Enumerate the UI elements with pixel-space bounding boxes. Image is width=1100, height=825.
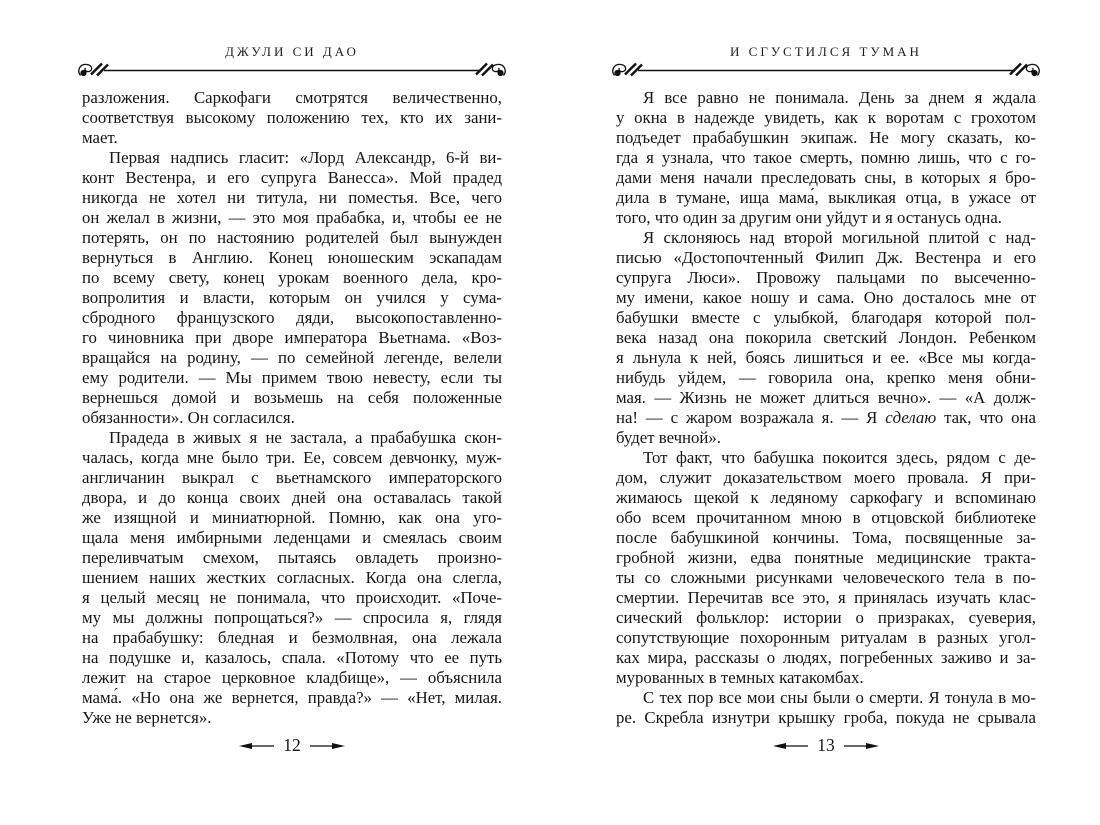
text-line: му имени, какое ношу и сама. Оно досталось мне от: [616, 288, 1036, 307]
text-line: дом, служит доказательством моего провала. Я при-: [616, 468, 1036, 487]
text-line: после бабушкиной кончины. Тома, посвященные за-: [616, 528, 1036, 547]
text-line: жимаюсь щекой к ледяному саркофагу и вспоминаю: [616, 488, 1036, 507]
text-line: Уже не вернется».: [82, 708, 212, 727]
text-line: Я все равно не понимала. День за днем я ждала: [643, 88, 1036, 107]
text-segment: так, что она: [936, 408, 1036, 427]
text-line: сопутствующие похоронным ритуалам в разных угол-: [616, 628, 1036, 647]
left-page: [82, 0, 502, 825]
arrow-left-icon: [238, 741, 274, 751]
emphasized-word: сделаю: [885, 408, 937, 427]
text-line: обязанности». Он согласился.: [82, 408, 295, 427]
text-line: потерять, он по настоянию родителей был вынужден: [82, 228, 502, 247]
text-line: чалась, когда мне было три. Ее, совсем девчонку, муж-: [82, 448, 502, 467]
arrow-right-icon: [844, 741, 880, 751]
text-line: обо всем прочитанном мною в отцовской библиотеке: [616, 508, 1036, 527]
text-line: никогда не хотел ни титула, ни поместья. Все, чего: [82, 188, 502, 207]
text-line: века назад она покорила светский Лондон. Ребенком: [616, 328, 1036, 347]
right-page: [616, 0, 1036, 825]
text-line: будет вечной».: [616, 428, 721, 447]
chapter-rule: [77, 60, 507, 80]
text-line: смертии. Перечитав все это, я принялась изучать клас-: [616, 588, 1036, 607]
text-line: С тех пор все мои сны были о смерти. Я тонула в мо-: [643, 688, 1036, 707]
text-line: по всему свету, конец урокам военного дела, кро-: [82, 268, 502, 287]
text-line: вернешься домой и возьмешь на себя положенные: [82, 388, 502, 407]
flourish-rule-icon: [77, 60, 507, 80]
text-line: конт Вестенра, и его супруга Ванесса». Мой прадед: [82, 168, 502, 187]
text-line: ре. Скребла изнутри крышку гроба, покуда не срывала: [616, 708, 1036, 727]
text-line: я льнула к ней, боясь лишиться и ее. «Все мы когда-: [616, 348, 1036, 367]
flourish-rule-icon: [611, 60, 1041, 80]
text-line: он желал в жизни, — это моя прабабка, и, чтобы ее не: [82, 208, 502, 227]
text-line: у окна в надежде увидеть, как к воротам с грохотом: [616, 108, 1036, 127]
arrow-left-icon: [772, 741, 808, 751]
text-line: супруга Люси». Провожу пальцами по высеченно-: [616, 268, 1036, 287]
text-line: ему родители. — Мы примем твою невесту, если ты: [82, 368, 502, 387]
text-line: разложения. Саркофаги смотрятся величественно,: [82, 88, 502, 107]
text-line: Прадеда в живых я не застала, а прабабушка скон-: [109, 428, 502, 447]
text-line: соответствуя высокому положению тех, кто их зани-: [82, 108, 502, 127]
folio: [82, 737, 502, 755]
running-head-title: И СГУСТИЛСЯ ТУМАН: [730, 44, 922, 59]
text-line: вернуться в Англию. Конец юношеским эскападам: [82, 248, 502, 267]
text-line: гда я узнала, что такое смерть, помню лишь, что с го-: [616, 148, 1036, 167]
text-line: двора, и до конца своих дней она оставалась такой: [82, 488, 502, 507]
page-text: [616, 88, 1036, 728]
folio: [616, 737, 1036, 755]
text-line: сбродного французского дяди, высокопоставленно-: [82, 308, 502, 327]
text-line: я целый месяц не понимала, что происходит. «Поче-: [82, 588, 502, 607]
arrow-right-icon: [310, 741, 346, 751]
text-line: подъедет прабабушкин экипаж. Не могу сказать, ко-: [616, 128, 1036, 147]
text-line: вращайся на родину, — по семейной легенде, велели: [82, 348, 502, 367]
page-number: 13: [817, 735, 835, 755]
text-line: гробной жизни, едва понятные медицинские тракта-: [616, 548, 1036, 567]
text-line: нибудь уйдем, — говорила она, крепко меня обни-: [616, 368, 1036, 387]
text-line: дами меня начали преследовать сны, в которых я бро-: [616, 168, 1036, 187]
text-line: Тот факт, что бабушка покоится здесь, рядом с де-: [643, 448, 1036, 467]
chapter-rule: [611, 60, 1041, 80]
text-line: дила в тумане, ища мама́, выкликая отца, в ужасе от: [616, 188, 1036, 207]
text-line: ках мира, рассказы о людях, погребенных заживо и за-: [616, 648, 1036, 667]
text-line: англичанин выкрал с вьетнамского императорского: [82, 468, 502, 487]
text-line: щала меня имбирными леденцами и смеялась своим: [82, 528, 502, 547]
text-line: того, что один за другим они уйдут и я останусь одна.: [616, 208, 1002, 227]
text-segment: на! — с жаром возражала я. — Я: [616, 408, 886, 427]
text-line: мает.: [82, 128, 118, 147]
text-line: му мы должны попрощаться?» — спросила я, глядя: [82, 608, 502, 627]
text-line: сический фольклор: истории о призраках, суеверия,: [616, 608, 1036, 627]
text-line: мурованных в темных катакомбах.: [616, 668, 864, 687]
text-line: мама́. «Но она же вернется, правда?» — «Нет, милая.: [82, 688, 502, 707]
running-head-author: ДЖУЛИ СИ ДАО: [225, 44, 359, 59]
text-line: на прабабушку: бледная и безмолвная, она лежала: [82, 628, 502, 647]
page-text: [82, 88, 502, 728]
text-line: го чиновника при дворе императора Вьетнама. «Воз-: [82, 328, 502, 347]
page-number: 12: [283, 735, 301, 755]
text-line: [616, 408, 1036, 428]
text-line: шением наших жестких согласных. Когда она слегла,: [82, 568, 502, 587]
text-line: лежит на старое церковное кладбище», — объяснила: [82, 668, 502, 687]
text-line: мая. — Жизнь не может длиться вечно». — «А долж-: [616, 388, 1036, 407]
text-line: Первая надпись гласит: «Лорд Александр, 6-й ви-: [109, 148, 502, 167]
text-line: бабушки вместе с улыбкой, благодаря которой пол-: [616, 308, 1036, 327]
text-line: переливчатым смехом, пытаясь овладеть произно-: [82, 548, 502, 567]
text-line: Я склоняюсь над второй могильной плитой с над-: [643, 228, 1036, 247]
text-line: вопролития и власти, которым он учился у сума-: [82, 288, 502, 307]
text-line: на подушке и, казалось, спала. «Потому что ее путь: [82, 648, 502, 667]
text-line: писью «Достопочтенный Филип Дж. Вестенра и его: [616, 248, 1036, 267]
text-line: же изящной и миниатюрной. Помню, как она уго-: [82, 508, 502, 527]
text-line: ты со сложными рисунками человеческого тела в по-: [616, 568, 1036, 587]
